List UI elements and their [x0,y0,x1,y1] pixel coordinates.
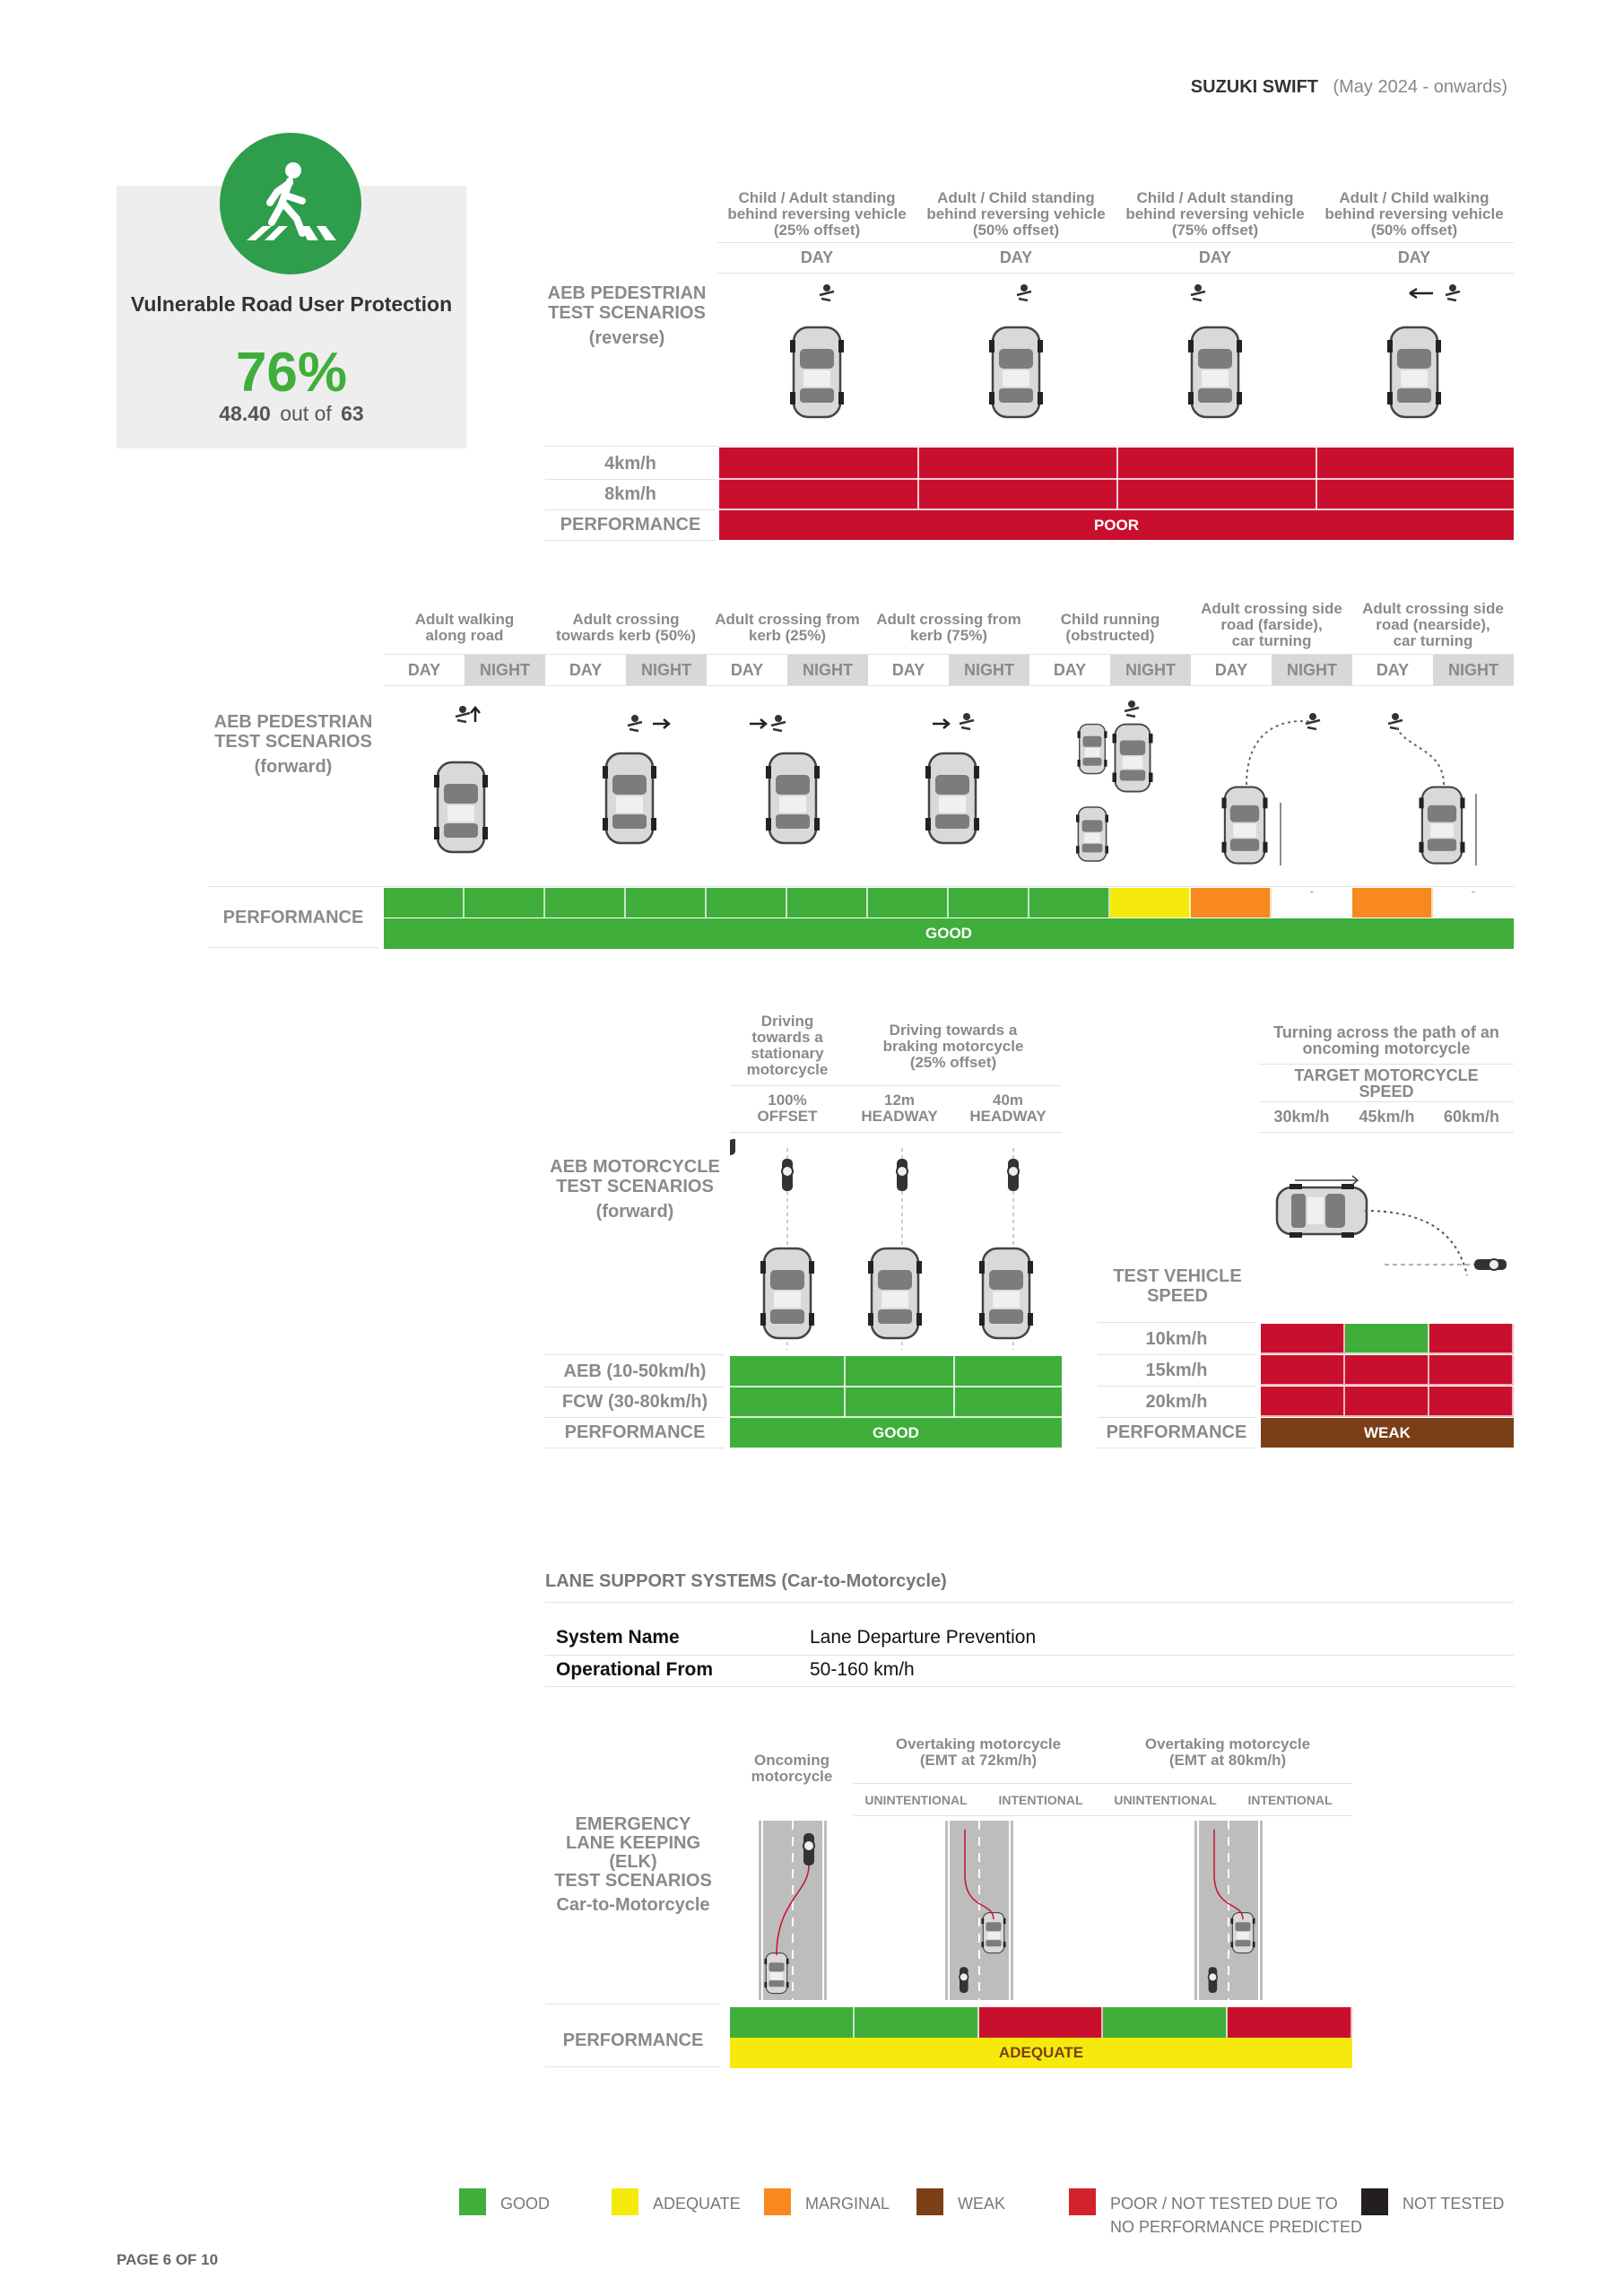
performance-label: PERFORMANCE [1106,1422,1247,1442]
label-line: EMERGENCY [575,1814,691,1834]
day-label: DAY [1214,661,1248,679]
legend-text: GOOD [500,2195,551,2213]
grid-line [730,1386,1062,1387]
scenario-line: Adult walking [414,611,515,628]
legend-label [805,2192,890,2215]
elk-overtake80-header [1103,1736,1352,1769]
label-line: AEB PEDESTRIAN [547,283,707,303]
scenario-line: car turning [1393,632,1473,649]
scenario-line: Adult crossing [572,611,680,628]
scenario-line: Child / Adult standing [738,189,896,206]
forward-performance-result: GOOD [384,918,1514,949]
not-applicable-dash: - [1471,883,1476,898]
scenario-line: behind reversing vehicle [1324,205,1504,222]
forward-result-cell [465,888,545,918]
score-percent: 76% [235,342,348,404]
sub-line: 12m [883,1091,916,1109]
lss-title: LANE SUPPORT SYSTEMS (Car-to-Motorcycle) [545,1571,947,1591]
forward-result-cell [1352,888,1433,918]
reverse-performance-result: POOR [1093,517,1140,534]
intentional-label: INTENTIONAL [1247,1793,1333,1807]
label-line: TEST SCENARIOS [556,1177,714,1196]
night-label: NIGHT [1110,655,1191,685]
target-speed: 45km/h [1359,1108,1415,1126]
legend-swatch [459,2188,486,2215]
legend-text: ADEQUATE [653,2195,741,2213]
legend-text: NO PERFORMANCE PREDICTED [1110,2218,1363,2236]
legend-label [958,2192,1005,2215]
scenario-line: Adult / Child standing [937,189,1095,206]
forward-result-cell [626,888,707,918]
day-label: DAY [730,661,764,679]
target-speed: 60km/h [1443,1108,1500,1126]
turning-title [1259,1024,1514,1057]
elk-label [545,1815,721,1915]
header-line: SPEED [1359,1083,1414,1100]
divider [1259,1101,1514,1102]
forward-result-cell [868,888,949,918]
scenario-line: Driving towards a [889,1022,1018,1039]
turning-result-cell [1429,1355,1514,1386]
forward-scenario-header [1029,612,1191,644]
divider [545,479,716,480]
forward-scenario-header [1352,601,1514,649]
label-line: (ELK) [609,1852,657,1872]
scenario-line: towards kerb (50%) [556,627,696,644]
day-label: DAY [1053,661,1087,679]
day-label: DAY [1397,248,1431,266]
performance-label: PERFORMANCE [560,515,701,535]
divider [384,654,1514,655]
night-label: NIGHT [949,655,1029,685]
scenario-line: Adult / Child walking [1339,189,1489,206]
system-name-label: System Name [556,1627,680,1648]
turning-result-cell [1261,1387,1345,1417]
header-line: TARGET MOTORCYCLE [1294,1066,1479,1084]
scenario-line: Child running [1060,611,1160,628]
night-label: NIGHT [465,655,545,685]
label-line: TEST SCENARIOS [554,1871,712,1891]
legend-text: MARGINAL [805,2195,890,2213]
day-label: DAY [1376,661,1410,679]
day-label: DAY [891,661,925,679]
forward-scenario-header [1191,601,1352,649]
scenario-line: behind reversing vehicle [727,205,907,222]
divider [854,1783,1352,1784]
title-line: Turning across the path of an [1273,1023,1499,1041]
label-line: (forward) [254,757,333,777]
elk-oncoming-header [730,1752,854,1785]
legend-label [1110,2192,1362,2239]
row-label-fcw: FCW (30-80km/h) [561,1392,708,1412]
night-label: NIGHT [787,655,868,685]
reverse-scenario-2 [916,190,1116,239]
turning-performance-result: WEAK [1261,1418,1514,1448]
divider [545,540,716,541]
turning-result-cell [1261,1355,1345,1386]
performance-label: PERFORMANCE [562,2031,704,2050]
legend-swatch [764,2188,791,2215]
legend-swatch [916,2188,943,2215]
turning-result-cell [1261,1324,1345,1354]
night-label: NIGHT [1272,655,1352,685]
scenario-line: Adult crossing side [1201,600,1342,617]
forward-result-cell [1029,888,1110,918]
score-line [117,402,466,426]
scenario-line: (25% offset) [909,1054,997,1071]
scenario-line: road (farside), [1220,616,1323,633]
divider [730,1132,1062,1133]
legend-text: POOR / NOT TESTED DUE TO [1110,2195,1338,2213]
score-out-of: out of [280,402,332,425]
forward-result-cell [1191,888,1272,918]
score-panel-title: Vulnerable Road User Protection [130,292,453,316]
scenario-line: car turning [1231,632,1312,649]
moto-scenario-stationary [730,1013,845,1078]
day-label: DAY [800,248,834,266]
header-line: Oncoming [753,1752,830,1769]
label-line: SPEED [1147,1286,1208,1306]
day-label: DAY [999,248,1033,266]
divider [545,1655,1514,1656]
label-line: TEST VEHICLE [1113,1266,1242,1286]
elk-result-cell [1228,2007,1352,2038]
header-line: (EMT at 72km/h) [919,1752,1038,1769]
divider [1259,1132,1514,1133]
legend-label [653,2192,741,2215]
elk-road-illustrations [730,1821,1352,2000]
scenario-line: Adult crossing side [1362,600,1504,617]
title-line: oncoming motorcycle [1302,1039,1471,1057]
header-line: motorcycle [751,1768,833,1785]
sub-line: HEADWAY [969,1108,1046,1125]
forward-scenario-header [707,612,868,644]
elk-result-cell [979,2007,1104,2038]
reverse-scenario-1 [717,190,916,239]
night-label: NIGHT [1433,655,1514,685]
scenario-line: (50% offset) [972,222,1060,239]
scenario-line: kerb (25%) [749,627,826,644]
performance-label: PERFORMANCE [564,1422,706,1442]
scenario-line: behind reversing vehicle [926,205,1106,222]
sub-line: HEADWAY [861,1108,938,1125]
scenario-line: towards a [751,1029,823,1046]
forward-result-cell [545,888,626,918]
legend-text: WEAK [958,2195,1006,2213]
model-date: (May 2024 - onwards) [1333,77,1507,97]
document-header [1191,77,1507,98]
legend-swatch [612,2188,638,2215]
score-max: 63 [341,402,364,425]
scenario-line: along road [425,627,504,644]
forward-scenario-header [868,612,1029,644]
sub-line: OFFSET [757,1108,818,1125]
divider [384,685,1514,686]
turning-result-cell [1345,1387,1429,1417]
speed-row-label: 8km/h [604,484,656,504]
scenario-line: Driving [760,1013,814,1030]
scenario-line: Child / Adult standing [1136,189,1294,206]
aeb-motorcycle-label [545,1157,725,1222]
legend-swatch [1069,2188,1096,2215]
scenario-line: (75% offset) [1171,222,1259,239]
turning-result-cell [1429,1387,1514,1417]
elk-result-cell [855,2007,979,2038]
forward-scenario-header [384,612,545,644]
reverse-car-illustrations [717,274,1514,444]
test-speed-label: 20km/h [1145,1392,1208,1412]
forward-result-cell [707,888,787,918]
label-line: TEST SCENARIOS [548,303,706,323]
forward-result-cell [384,888,465,918]
elk-performance-result: ADEQUATE [730,2038,1352,2068]
not-applicable-dash: - [1309,883,1315,898]
divider [545,509,716,510]
forward-result-cell [949,888,1029,918]
turning-result-cell [1345,1355,1429,1386]
target-speed: 30km/h [1273,1108,1330,1126]
legend-label [500,2192,550,2215]
divider [545,446,1514,447]
reverse-scenario-4 [1315,190,1514,239]
divider [545,2004,721,2005]
grid-line [719,478,1514,480]
legend-text: NOT TESTED [1403,2195,1505,2213]
scenario-line: stationary [751,1045,824,1062]
legend-label [1403,2192,1504,2215]
test-speed-label: 15km/h [1145,1361,1208,1380]
test-vehicle-speed-label [1101,1266,1254,1306]
turning-illustration [1259,1157,1514,1292]
moto-scenario-braking [845,1022,1062,1071]
elk-result-cell [730,2007,855,2038]
scenario-line: road (nearside), [1376,616,1490,633]
speed-row-label: 4km/h [604,454,656,474]
sub-line: 40m [992,1091,1024,1109]
divider [1098,1322,1255,1323]
day-label: DAY [1198,248,1232,266]
header-line: Overtaking motorcycle [895,1735,1062,1752]
scenario-line: braking motorcycle [882,1038,1024,1055]
divider [545,1417,725,1418]
header-line: Overtaking motorcycle [1144,1735,1311,1752]
scenario-line: (50% offset) [1370,222,1458,239]
turning-result-cell [1345,1324,1429,1354]
moto-performance-result: GOOD [873,1424,919,1441]
scenario-line: Adult crossing from [876,611,1021,628]
label-line: Car-to-Motorcycle [556,1895,710,1915]
turning-result-cell [1429,1324,1514,1354]
car-model: SUZUKI SWIFT [1190,77,1319,97]
page-number: PAGE 6 OF 10 [117,2251,219,2268]
pedestrian-crossing-icon [220,133,361,274]
label-line: (reverse) [588,328,665,348]
target-speed-header [1259,1067,1514,1100]
performance-label: PERFORMANCE [222,908,364,927]
label-line: TEST SCENARIOS [214,732,372,752]
aeb-reverse-label [542,283,712,348]
divider [730,1085,1062,1086]
moto-sub-header [845,1092,954,1125]
scenario-line: kerb (75%) [910,627,987,644]
divider [1259,1064,1514,1065]
elk-result-cell [1103,2007,1228,2038]
header-line: (EMT at 80km/h) [1168,1752,1287,1769]
moto-sub-header [954,1092,1062,1125]
divider [854,1815,1352,1816]
label-line: AEB MOTORCYCLE [550,1157,720,1177]
intentional-label: INTENTIONAL [998,1793,1083,1807]
scenario-line: behind reversing vehicle [1125,205,1305,222]
divider [545,2066,721,2067]
scenario-line: (obstructed) [1065,627,1155,644]
divider [208,947,378,948]
reverse-scenario-3 [1116,190,1315,239]
system-name-value: Lane Departure Prevention [810,1627,1037,1648]
elk-overtake72-header [854,1736,1103,1769]
scenario-line: (25% offset) [773,222,861,239]
label-line: AEB PEDESTRIAN [213,712,373,732]
motorcycle-car-illustrations [730,1139,1062,1354]
forward-result-cell [1110,888,1191,918]
unintentional-label: UNINTENTIONAL [1114,1793,1217,1807]
day-label: DAY [407,661,441,679]
legend-swatch [1361,2188,1388,2215]
row-label-aeb: AEB (10-50km/h) [563,1361,707,1381]
scenario-line: motorcycle [746,1061,829,1078]
label-line: (forward) [595,1202,674,1222]
unintentional-label: UNINTENTIONAL [864,1793,968,1807]
aeb-forward-label [208,712,378,777]
divider [545,1354,725,1355]
test-speed-label: 10km/h [1145,1329,1208,1349]
night-label: NIGHT [626,655,707,685]
operational-value: 50-160 km/h [810,1659,915,1680]
operational-label: Operational From [556,1659,714,1680]
forward-car-illustrations [384,695,1514,883]
scenario-line: Adult crossing from [715,611,860,628]
sub-line: 100% [768,1091,807,1109]
label-line: LANE KEEPING [565,1833,701,1853]
divider [545,1686,1514,1687]
moto-sub-header [730,1092,845,1125]
score-value: 48.40 [219,402,271,425]
divider [545,1602,1514,1603]
day-label: DAY [569,661,603,679]
forward-scenario-header [545,612,707,644]
forward-result-cell [787,888,868,918]
